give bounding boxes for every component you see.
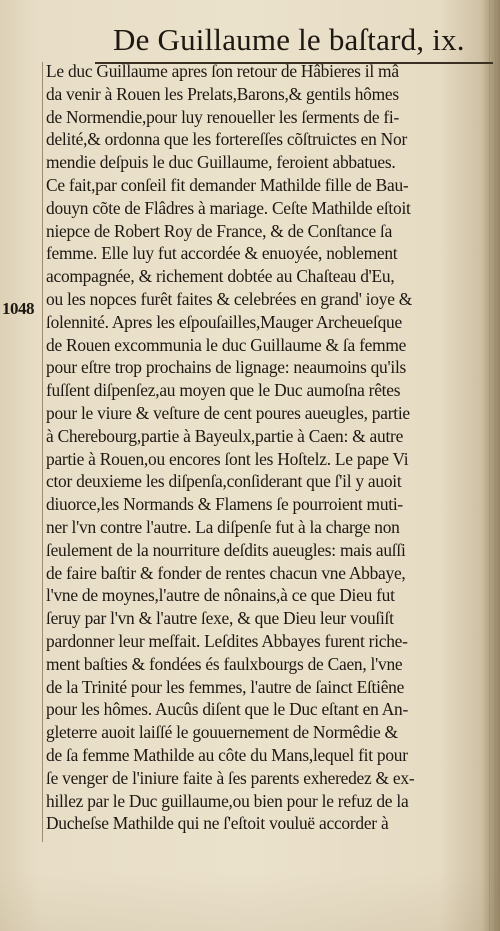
page-edge-line [495, 0, 496, 931]
page-edge-line [489, 0, 490, 931]
text-line: niepce de Robert Roy de France, & de Conſtance ſa [46, 220, 393, 241]
text-line: de ſa femme Mathilde au côte du Mans,lequel fit pour [46, 744, 408, 765]
text-line: partie à Rouen,ou encores ſont les Hoſtelz. Le pape Vi [46, 448, 409, 469]
text-line: ner l'vn contre l'autre. La diſpenſe fut à la charge non [46, 516, 400, 537]
text-line: delité,& ordonna que les fortereſſes cõſtruictes en Nor [46, 129, 407, 150]
text-line: ctor deuxieme les diſpenſa,conſiderant que ſ'il y auoit [46, 471, 402, 492]
text-line: de la Trinité pour les femmes, l'autre de ſainct Eſtiêne [46, 676, 405, 697]
text-line: ſolennité. Apres les eſpouſailles,Mauger Archeueſque [46, 311, 402, 332]
body-text [46, 60, 478, 835]
text-line: pardonner leur meſfait. Leſdites Abbayes furent riche- [46, 630, 408, 651]
text-line: pour eſtre trop prochains de lignage: neaumoins qu'ils [46, 357, 407, 378]
text-line: ſeulement de la nourriture deſdits aueugles: mais auſſi [46, 539, 406, 560]
text-line: de Normendie,pour luy renoueller les ſerments de fi- [46, 106, 400, 127]
text-line: diuorce,les Normands & Flamens ſe pourroient muti- [46, 494, 403, 515]
text-line: pour le viure & veſture de cent poures aueugles, partie [46, 402, 410, 423]
margin-year-note: 1048 [2, 299, 34, 318]
text-line: de Rouen excommunia le duc Guillaume & ſa femme [46, 334, 407, 355]
margin-rule [42, 62, 43, 842]
text-line: acompagnée, & richement dobtée au Chaſteau d'Eu, [46, 266, 395, 287]
text-line: mendie deſpuis le duc Guillaume, feroient abbatues. [46, 152, 396, 173]
text-line: Le duc Guillaume apres ſon retour de Hâbieres il mâ [46, 61, 399, 81]
text-line: Ce fait,par conſeil fit demander Mathilde fille de Bau- [46, 174, 409, 195]
text-line: douyn cõte de Flâdres à mariage. Ceſte Mathilde eſtoit [46, 197, 411, 218]
gutter-shadow [482, 0, 500, 931]
text-line: femme. Elle luy fut accordée & enuoyée, noblement [46, 243, 398, 264]
text-line: hillez par le Duc guillaume,ou bien pour le refuz de la [46, 790, 409, 811]
page-title: De Guillaume le baſtard, ix. [113, 22, 465, 57]
text-line: ou les nopces furêt faites & celebrées en grand' ioye & [46, 288, 413, 309]
text-line: ment baſties & fondées és faulxbourgs de Caen, l'vne [46, 653, 403, 674]
text-line: à Cherebourg,partie à Bayeulx,partie à Caen: & autre [46, 425, 404, 446]
text-line: gleterre auoit laiſſé le gouuernement de Normêdie & [46, 722, 398, 743]
text-line: ſeruy par l'vn & l'autre ſexe, & que Dieu leur vouſiſt [46, 608, 394, 629]
text-line: Ducheſse Mathilde qui ne ſ'eſtoit vouluë accorder à [46, 813, 389, 834]
text-line: de faire baſtir & fonder de rentes chacun vne Abbaye, [46, 562, 406, 583]
page-bottom-shade [0, 871, 500, 931]
text-line: fuſſent diſpenſez,au moyen que le Duc aumoſna rêtes [46, 380, 401, 401]
running-head [95, 20, 495, 60]
text-line: da venir à Rouen les Prelats,Barons,& gentils hômes [46, 83, 399, 104]
text-line: l'vne de moynes,l'autre de nônains,à ce que Dieu fut [46, 585, 395, 606]
text-line: pour les hômes. Aucûs diſent que le Duc eſtant en An- [46, 699, 409, 720]
text-line: ſe venger de l'iniure faite à ſes parents exheredez & ex- [46, 767, 415, 788]
